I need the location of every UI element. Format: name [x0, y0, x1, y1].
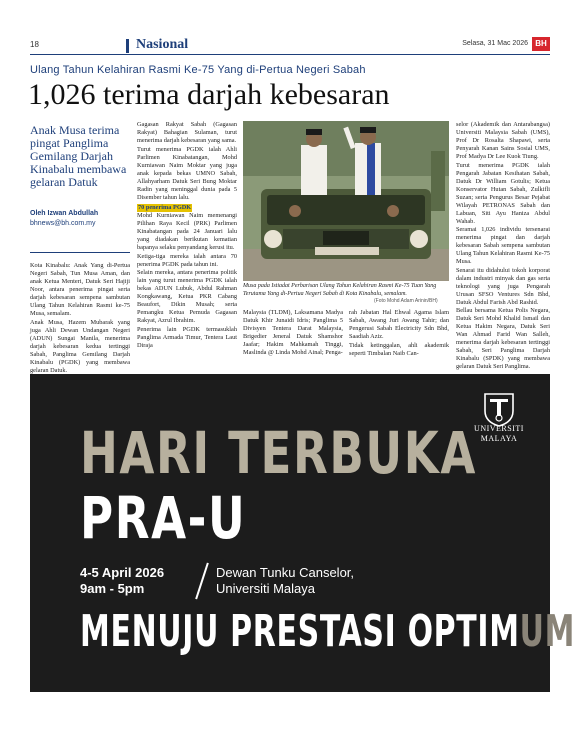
section-marker — [126, 39, 129, 53]
ad-title-line2: PRA-U — [80, 484, 247, 552]
ad-venue-line2: Universiti Malaya — [216, 581, 315, 596]
brand-logo: BH — [532, 37, 550, 51]
article-headline: 1,026 terima darjah kebesaran — [28, 78, 390, 111]
article-byline: Oleh Izwan Abdullah — [30, 210, 99, 217]
paragraph: Anak Musa, Hazem Mubarak yang juga Ahli Dewan Undangan Negeri (ADUN) Sungai Manila, menerima darjah kebesaran kedua tertinggi Sabah, Panglima Gemilang Darjah Kinabalu (PGDK) yang membawa gelaran Datuk. — [30, 318, 130, 374]
page-number: 18 — [30, 40, 39, 49]
university-crest-icon — [482, 391, 516, 427]
article-column-1 — [30, 262, 130, 374]
logo-line1: UNIVERSITI — [474, 424, 524, 433]
paragraph: rah Jabatan Hal Ehwal Agama Islam Sabah, Awang Juri Awang Tahir; dan Pengerusi Sabah Electricity Sdn Bhd, Saadiah Aziz. — [349, 309, 449, 340]
article-column-2 — [137, 121, 237, 368]
logo-line2: MALAYA — [480, 434, 518, 443]
paragraph: selor (Akademik dan Antarabangsa) Universiti Malaysia Sabah (UMS), Prof Dr Rosalta Shapawi, serta Penyarah Kanan Sains Sosial UMS, Prof Madya Dr Lee Kuok Tiung. — [456, 121, 550, 160]
ad-time: 9am - 5pm — [80, 581, 145, 596]
article-column-4 — [349, 309, 449, 368]
highlight-label: 70 penerima PGDK — [138, 204, 192, 211]
ad-venue — [216, 565, 354, 597]
divider-slash — [195, 563, 209, 600]
paragraph: Ketiga-tiga mereka ialah antara 70 penerima PGDK pada tahun ini. — [137, 252, 237, 268]
article-subhead: Anak Musa terima pingat Panglima Gemilang Darjah Kinabalu membawa gelaran Datuk — [30, 123, 127, 189]
paragraph: Malaysia (TLDM), Laksamana Madya Datuk Khir Junaidi Idris; Panglima 5 Divisyen Tentera Darat Malaysia, Brigedier Jeneral Datuk Shamshor Jaafar; Hakim Mahkamah Tinggi, Maslinda @ Linda Mohd Ainal; Penga- — [243, 309, 343, 356]
ad-date-time — [80, 565, 164, 597]
article-column-3 — [243, 309, 343, 368]
ad-tagline — [80, 606, 575, 657]
paragraph: Turut menerima PGDK ialah Ahli Parlimen Kinabatangan, Mohd Kurniawan Naim Moktar yang juga anak kepada bekas UMNO Sabah, Allahyarham Datuk Seri Bung Moktar Radin yang meninggal dunia pada 5 Disember tahun lalu. — [137, 145, 237, 201]
paragraph: Tidak ketinggalan, ahli akademik seperti Timbalan Naib Can- — [349, 341, 449, 357]
issue-date: Selasa, 31 Mac 2026 — [462, 40, 528, 47]
advertisement-banner[interactable] — [30, 374, 576, 692]
divider — [30, 252, 130, 253]
ad-tagline-dim: UM — [519, 606, 576, 657]
paragraph: Penerima lain PGDK termasuklah Panglima Armada Timur, Tentera Laut Diraja — [137, 325, 237, 349]
paragraph: Mohd Kurniawan Naim memenangi Pilihan Raya Kecil (PRK) Parlimen Kinabatangan pada 24 Januari lalu yang diadakan berikutan kematian bapanya selaku penyandang kerusi itu. — [137, 212, 237, 251]
article-kicker: Ulang Tahun Kelahiran Rasmi Ke-75 Yang di-Pertua Negeri Sabah — [30, 64, 366, 76]
paragraph: Bellau bersama Ketua Polis Negara, Datuk Seri Mohd Khalid Ismail dan Ketua Hakim Negara, Datuk Seri Wan Ahmad Farid Wan Salleh, menerima darjah kebesaran tertinggi Sabah, Seri Panglima Darjah Kinabalu (SPDK) yang membawa gelaran Datuk Seri Panglima. — [456, 307, 550, 370]
paragraph: Gagasan Rakyat Sabah (Gagasan Rakyat) Bahagian Sulaman, turut menerima darjah kebesaran yang sama. — [137, 121, 237, 144]
paragraph: Senarai itu didahului tokoh korporat dalam industri minyak dan gas serta teknologi yang juga Pengarah Urusan SFSO Ventures Sdn Bhd, Datuk Abdul Farish Abd Rashid. — [456, 266, 550, 306]
page-header — [30, 37, 550, 55]
article-photo — [243, 121, 449, 281]
paragraph: Kota Kinabalu: Anak Yang di-Pertua Negeri Sabah, Tun Musa Aman, dan anak Ketua Menteri, Datuk Seri Hajiji Noor, antara penerima pingat serta darjah kebesaran sempena sambutan Ulang Tahun Kelahiran Rasmi ke-75 Musa, semalam. — [30, 262, 130, 317]
ad-venue-line1: Dewan Tunku Canselor, — [216, 565, 355, 580]
section-label: Nasional — [136, 37, 189, 52]
author-email[interactable]: bhnews@bh.com.my — [30, 220, 96, 227]
photo-illustration — [243, 121, 449, 281]
ad-date: 4-5 April 2026 — [80, 565, 165, 580]
paragraph: Turut menerima PGDK ialah Pengarah Jabatan Kesihatan Sabah, Datuk Dr William Gotulis; Ketua Konservator Hutan Sabah, Zulkifli Suzan; serta Pengurus Besar Pejabat Wilayah PETRONAS Sabah dan Labuan, Siti Ayu Haniza Abdul Wahab. — [456, 161, 550, 225]
ad-title-line1: HARI TERBUKA — [80, 419, 477, 487]
ad-tagline-main: MENUJU PRESTASI OPTIM — [80, 606, 520, 657]
paragraph: Selain mereka, antara penerima politik lain yang turut menerima PGDK ialah bekas ADUN Lubuk, Abdul Rahman Kongkawang, Ketua PKR Cabang Beaufort, Dikin Musah; serta Pemangku Ketua Pemuda Gagasan Rakyat, Azrul Ibrahim. — [137, 269, 237, 324]
paragraph: Seramai 1,026 individu tersenarai menerima pingat dan darjah kebesaran Sabah sempena sambutan Ulang Tahun Kelahiran Rasmi Ke-75 Musa. — [456, 226, 550, 265]
photo-credit: (Foto Mohd Adam Arinin/BH) — [374, 298, 438, 304]
university-logo-text — [466, 424, 532, 444]
photo-caption: Musa pada Istiadat Perbarisan Ulang Tahun Kelahiran Rasmi Ke-75 Tuan Yang Terutama Yang di-Pertua Negeri Sabah di Kota Kinabalu, semalam. — [243, 283, 437, 297]
article-column-5 — [456, 121, 550, 368]
